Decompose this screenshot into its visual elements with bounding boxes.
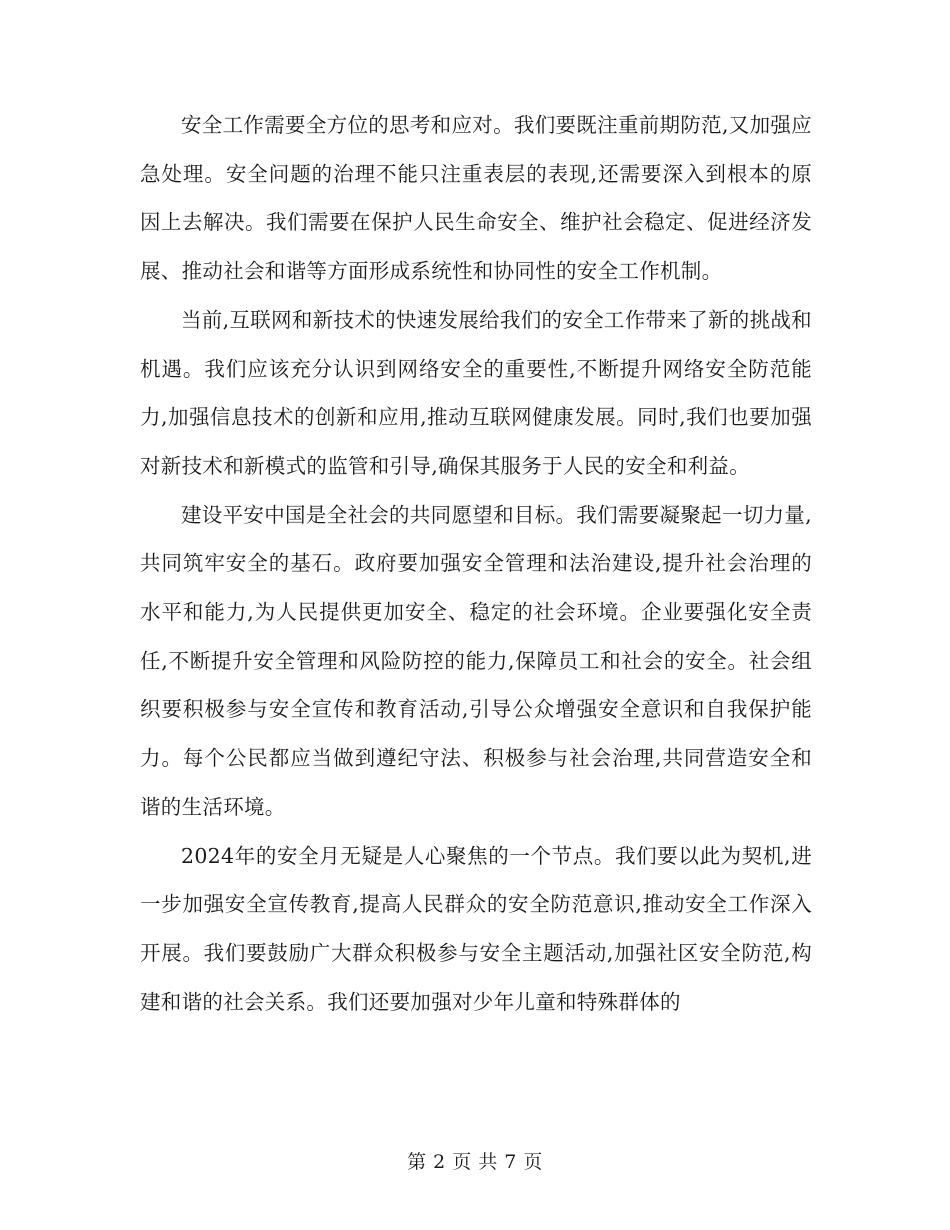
paragraph: 当前,互联网和新技术的快速发展给我们的安全工作带来了新的挑战和机遇。我们应该充分认识到网络安全的重要性,不断提升网络安全防范能力,加强信息技术的创新和应用,推动互联网健康发展。同时,我们也要加强对新技术和新模式的监管和引导,确保其服务于人民的安全和利益。	[140, 307, 812, 478]
document-body	[140, 101, 812, 1026]
paragraph: 安全工作需要全方位的思考和应对。我们要既注重前期防范,又加强应急处理。安全问题的治理不能只注重表层的表现,还需要深入到根本的原因上去解决。我们需要在保护人民生命安全、维护社会稳定、促进经济发展、推动社会和谐等方面形成系统性和协同性的安全工作机制。	[140, 113, 812, 284]
page-number: 第 2 页 共 7 页	[407, 1151, 543, 1173]
paragraph: 2024年的安全月无疑是人心聚焦的一个节点。我们要以此为契机,进一步加强安全宣传教育,提高人民群众的安全防范意识,推动安全工作深入开展。我们要鼓励广大群众积极参与安全主题活动,加强社区安全防范,构建和谐的社会关系。我们还要加强对少年儿童和特殊群体的	[140, 843, 812, 1014]
paragraph: 建设平安中国是全社会的共同愿望和目标。我们需要凝聚起一切力量,共同筑牢安全的基石。政府要加强安全管理和法治建设,提升社会治理的水平和能力,为人民提供更加安全、稳定的社会环境。企业要强化安全责任,不断提升安全管理和风险防控的能力,保障员工和社会的安全。社会组织要积极参与安全宣传和教育活动,引导公众增强安全意识和自我保护能力。每个公民都应当做到遵纪守法、积极参与社会治理,共同营造安全和谐的生活环境。	[140, 502, 812, 819]
page-footer	[0, 1147, 950, 1174]
